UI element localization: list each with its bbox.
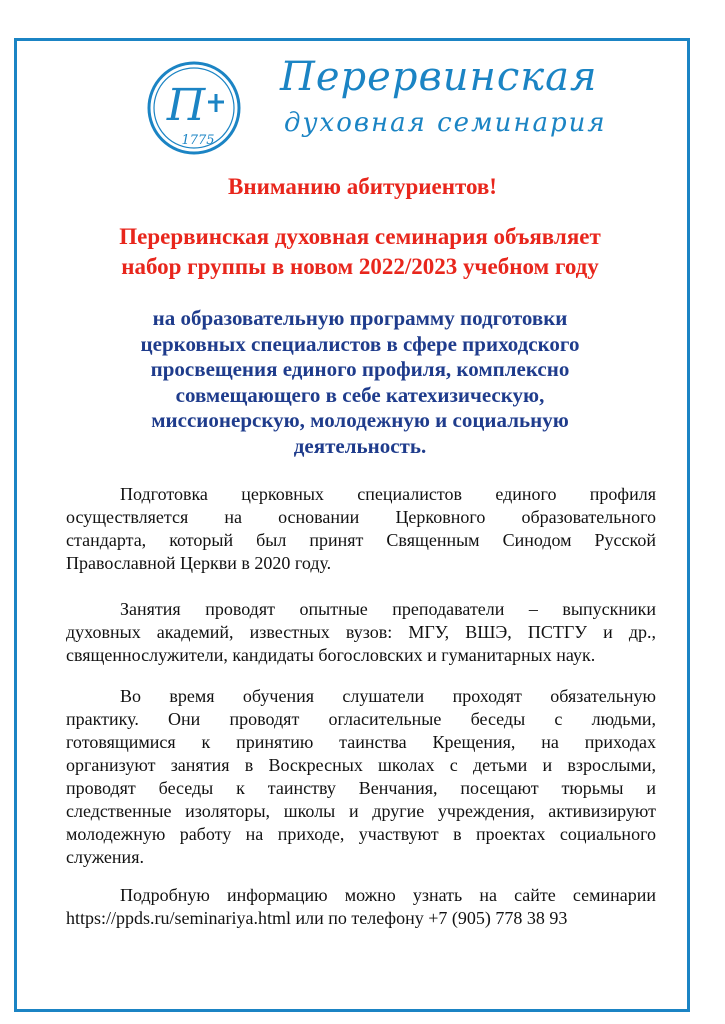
paragraph-line: Подготовка церковных специалистов единого профиля [120, 484, 656, 504]
paragraph-line: Православной Церкви в 2020 году. [66, 553, 332, 573]
paragraph-line: духовных академий, известных вузов: МГУ, ВШЭ, ПСТГУ и др., [66, 622, 656, 642]
seal-year: 1775 [181, 133, 215, 148]
seal-monogram: П [166, 80, 206, 131]
paragraph-practice [66, 685, 656, 869]
paragraph-line: служения. [66, 847, 144, 867]
paragraph-line: готовящимися к принятию таинства Крещения, на приходах [66, 732, 656, 752]
program-description [90, 306, 630, 459]
program-line: просвещения единого профиля, комплексно [150, 357, 570, 381]
paragraph-line: Во время обучения слушатели проходят обязательную [120, 686, 656, 706]
paragraph-line: Подробную информацию можно узнать на сайте семинарии [120, 885, 656, 905]
program-line: деятельность. [293, 433, 427, 458]
attention-heading: Вниманию абитуриентов! [228, 174, 497, 199]
program-line: совмещающего в себе катехизическую, [175, 382, 545, 407]
brand-subtitle: духовная семинария [284, 108, 607, 138]
paragraph-line: осуществляется на основании Церковного образовательного [66, 507, 656, 527]
paragraph-line: проводят беседы к таинству Венчания, посещают тюрьмы и [66, 778, 656, 798]
paragraph-line: стандарта, который был принят Священным Синодом Русской [66, 530, 656, 550]
paragraph-line: священнослужители, кандидаты богословских и гуманитарных наук. [66, 645, 596, 665]
paragraph-line: организуют занятия в Воскресных школах с детьми и взрослыми, [66, 755, 656, 775]
paragraph-line: молодежную работу на приходе, участвуют в проектах социального [66, 824, 656, 844]
brand-title: Перервинская [280, 54, 598, 100]
cross-icon [208, 94, 224, 112]
paragraph-line: практику. Они проводят огласительные беседы с людьми, [66, 709, 656, 729]
program-line: на образовательную программу подготовки [152, 306, 568, 330]
announcement-line: набор группы в новом 2022/2023 учебном году [121, 254, 599, 279]
paragraph-teachers [66, 598, 656, 667]
announcement-heading [60, 222, 660, 282]
contact-line: https://ppds.ru/seminariya.html или по телефону +7 (905) 778 38 93 [66, 908, 568, 928]
paragraph-contacts [66, 884, 656, 930]
announcement-line: Перервинская духовная семинария объявляет [119, 224, 601, 249]
seminary-seal-logo [146, 60, 242, 156]
paragraph-standard [66, 483, 656, 575]
paragraph-line: Занятия проводят опытные преподаватели – выпускники [120, 599, 656, 619]
program-line: церковных специалистов в сфере приходского [140, 331, 580, 356]
paragraph-line: следственные изоляторы, школы и другие учреждения, активизируют [66, 801, 656, 821]
program-line: миссионерскую, молодежную и социальную [151, 408, 569, 432]
